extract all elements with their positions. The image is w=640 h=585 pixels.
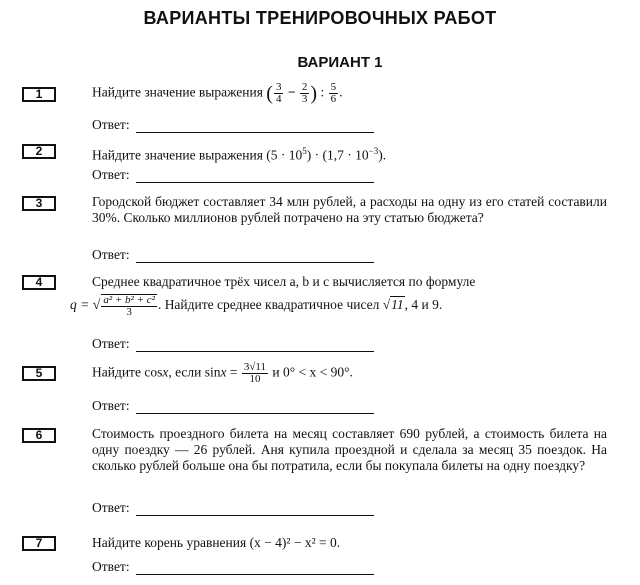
fraction-5-6: [329, 82, 339, 105]
period: .: [339, 84, 343, 100]
task-4-end: , 4 и 9.: [404, 297, 443, 313]
radical-sign: √: [92, 298, 101, 314]
task-1-text: [92, 82, 607, 105]
fraction-numerator: 3: [275, 81, 282, 93]
exponent: −3: [368, 146, 379, 156]
variant-title: ВАРИАНТ 1: [297, 54, 383, 71]
answer-row-7: [92, 559, 374, 575]
task-number-4: 4: [22, 275, 56, 290]
task-2-end: ).: [378, 147, 387, 163]
task-number-5: 5: [22, 366, 56, 381]
answer-label: Ответ:: [92, 336, 130, 351]
task-number-7: 7: [22, 536, 56, 551]
answer-label: Ответ:: [92, 398, 130, 413]
task-6-text: Стоимость проездного билета на месяц составляет 690 рублей, а стоимость билета на одну поездку — 26 рублей. Аня купила проездной и сделала за месяц 35 поездок. На сколько рублей больше она бы потратила, если бы покупала билеты на одну поездку?: [92, 426, 607, 473]
fraction-numerator: a² + b² + c²: [103, 294, 155, 306]
task-2-prefix: Найдите значение выражения (5 · 10: [92, 147, 303, 163]
fraction-3-4: [274, 82, 284, 105]
task-5-end: и 0° < x < 90°.: [272, 364, 353, 380]
answer-field-5[interactable]: [136, 401, 374, 414]
answer-field-2[interactable]: [136, 170, 374, 183]
radical-sign: √: [382, 297, 391, 313]
task-5-middle: , если sin: [168, 364, 221, 380]
fraction-denominator: 10: [249, 373, 261, 385]
fraction-numerator: 2: [301, 81, 308, 93]
exponent: 5: [302, 146, 307, 156]
task-1-prefix: Найдите значение выражения: [92, 84, 263, 100]
answer-row-2: [92, 167, 374, 183]
fraction-denominator: 3: [301, 93, 308, 105]
task-5-text: [92, 362, 607, 385]
var-x: x: [220, 364, 227, 380]
minus-sign: −: [287, 84, 296, 100]
task-number-6: 6: [22, 428, 56, 443]
answer-row-6: [92, 500, 374, 516]
answer-field-1[interactable]: [136, 120, 374, 133]
equals-sign: =: [226, 364, 238, 380]
fraction-2-3: [300, 82, 310, 105]
task-4-question: . Найдите среднее квадратичное чисел: [157, 297, 380, 313]
task-number-1: 1: [22, 87, 56, 102]
paren-close: ): [310, 82, 318, 105]
fraction-denominator: 4: [275, 93, 282, 105]
answer-label: Ответ:: [92, 500, 130, 515]
task-5-prefix: Найдите cos: [92, 364, 163, 380]
answer-field-3[interactable]: [136, 250, 374, 263]
answer-field-4[interactable]: [136, 339, 374, 352]
fraction-numerator: 3√11: [243, 361, 267, 373]
fraction-denominator: 6: [330, 93, 337, 105]
sqrt-11: 11: [391, 297, 404, 313]
answer-row-3: [92, 247, 374, 263]
formula-q: q =: [70, 297, 90, 313]
colon-sign: :: [320, 84, 325, 100]
answer-row-5: [92, 398, 374, 414]
answer-field-7[interactable]: [136, 562, 374, 575]
task-2-text: [92, 143, 607, 164]
answer-label: Ответ:: [92, 559, 130, 574]
task-2-middle: ) · (1,7 · 10: [306, 147, 369, 163]
task-7-text: Найдите корень уравнения (x − 4)² − x² = 0.: [92, 535, 341, 550]
formula-fraction: [101, 294, 157, 318]
task-4-line-2: [70, 294, 610, 318]
answer-row-1: [92, 117, 374, 133]
var-x: x: [162, 364, 169, 380]
answer-label: Ответ:: [92, 117, 130, 132]
answer-field-6[interactable]: [136, 503, 374, 516]
answer-label: Ответ:: [92, 167, 130, 182]
task-4-line-1: Среднее квадратичное трёх чисел a, b и c вычисляется по формуле: [92, 274, 476, 289]
paren-open: (: [266, 82, 273, 105]
answer-label: Ответ:: [92, 247, 130, 262]
task-number-3: 3: [22, 196, 56, 211]
task-number-2: 2: [22, 144, 56, 159]
fraction-numerator: 5: [330, 81, 337, 93]
task-3-text: Городской бюджет составляет 34 млн рублей, а расходы на одну из его статей составили 30%. Сколько миллионов рублей потрачено на эту статью бюджета?: [92, 194, 607, 225]
page-title: ВАРИАНТЫ ТРЕНИРОВОЧНЫХ РАБОТ: [143, 8, 497, 28]
fraction-3sqrt11-10: [242, 362, 268, 385]
fraction-denominator: 3: [126, 306, 132, 318]
answer-row-4: [92, 336, 374, 352]
